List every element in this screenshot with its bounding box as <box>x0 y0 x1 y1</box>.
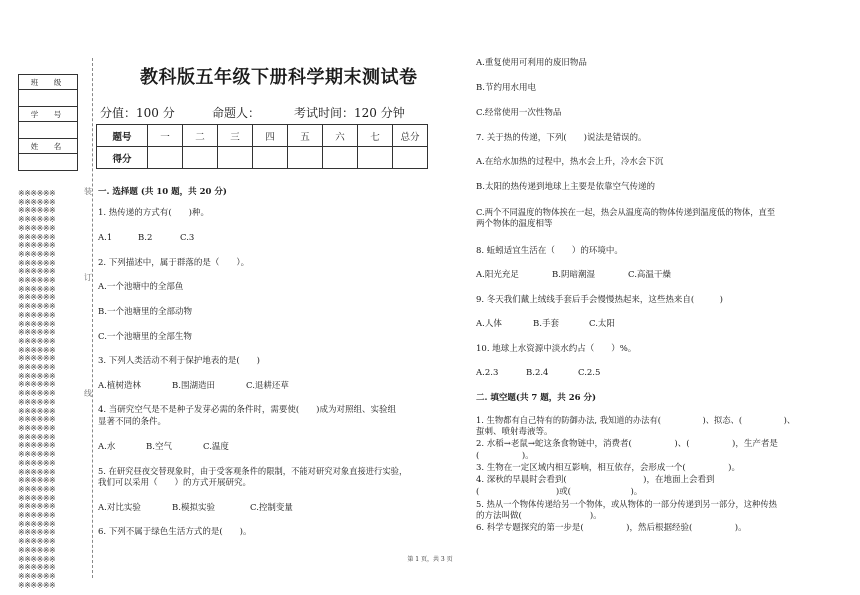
option[interactable]: A.对比实验 <box>98 503 141 513</box>
binding-hatch-pattern: ※※※※※※ ※※※※※※ ※※※※※※ ※※※※※※ ※※※※※※ ※※※※※※ ※※※※※※ ※※※※※※ ※※※※※※ ※※※※※※ ※※※※※※ ※※※※※※ ※※※※※※ ※※※※※※ ※※※※※※ ※※※※※※ ※※※※※※ ※※※※※※ ※※※※※※ ※※※※※※ ※※※※※※ ※※※※※※ ※※※※※※ ※※※※※※ ※※※※※※ ※※※※※※ ※※※※※※ ※※※※※※ ※※※※※※ ※※※※※※ ※※※※※※ ※※※※※※ ※※※※※※ ※※※※※※ ※※※※※※ ※※※※※※ ※※※※※※ ※※※※※※ ※※※※※※ ※※※※※※ ※※※※※※ ※※※※※※ ※※※※※※ ※※※※※※ ※※※※※※ ※※※※※※ <box>18 189 56 590</box>
score-cell[interactable] <box>358 147 393 169</box>
binding-dashed-line <box>92 58 93 578</box>
student-id-label: 学 号 <box>19 107 78 122</box>
student-id-field[interactable] <box>19 122 78 139</box>
fill-3: 3. 生物在一定区域内相互影响，相互依存，会形成一个( )。 <box>476 463 740 473</box>
score-table <box>96 124 428 169</box>
question-1-options <box>98 232 438 244</box>
score-cell[interactable] <box>288 147 323 169</box>
question-8: 8. 蚯蚓适宜生活在（ ）的环境中。 <box>476 246 623 256</box>
name-field[interactable] <box>19 154 78 171</box>
question-6-option-b[interactable]: B.节约用水用电 <box>476 83 536 93</box>
question-6: 6. 下列不属于绿色生活方式的是( )。 <box>98 527 252 537</box>
score-table-header: 总分 <box>393 125 428 147</box>
option[interactable]: C.温度 <box>203 442 229 452</box>
question-7-option-c-line-2[interactable]: 两个物体的温度相等 <box>476 219 553 229</box>
option[interactable]: C.2.5 <box>578 368 601 378</box>
question-8-options <box>476 269 821 281</box>
question-10: 10. 地球上水资源中淡水约占（ ）%。 <box>476 344 637 354</box>
author-label: 命题人： <box>212 106 261 120</box>
score-row-label: 得分 <box>97 147 148 169</box>
section-1-heading: 一. 选择题 (共 10 题，共 20 分) <box>98 187 227 197</box>
question-6-option-c[interactable]: C.经常使用一次性物品 <box>476 108 562 118</box>
question-3-options <box>98 380 438 392</box>
option[interactable]: A.人体 <box>476 319 502 329</box>
binding-char-ding: 订 <box>84 273 92 282</box>
score-cell[interactable] <box>218 147 253 169</box>
page-number: 第 1 页，共 3 页 <box>407 556 453 563</box>
option[interactable]: C.太阳 <box>589 319 615 329</box>
option[interactable]: C.退耕还草 <box>246 381 289 391</box>
option[interactable]: C.高温干燥 <box>628 270 671 280</box>
name-label: 姓 名 <box>19 139 78 154</box>
question-5-line-1: 5. 在研究昼夜交替现象时，由于受客观条件的限制，不能对研究对象直接进行实验， <box>98 466 408 476</box>
question-7-option-c-line-1[interactable]: C.两个不同温度的物体挨在一起，热会从温度高的物体传递到温度低的物体，直至 <box>476 207 776 217</box>
question-2-option-c[interactable]: C.一个池塘里的全部生物 <box>98 332 192 342</box>
option[interactable]: C.3 <box>180 233 195 243</box>
option[interactable]: B.模拟实验 <box>172 503 215 513</box>
fill-4-line-1: 4. 深秋的早晨时会看到( )，在地面上会看到 <box>476 475 715 485</box>
option[interactable]: C.控制变量 <box>250 503 293 513</box>
question-5-options <box>98 502 438 514</box>
score-total: 分值：100 分 <box>100 106 175 120</box>
question-2: 2. 下列描述中，属于群落的是（ ）。 <box>98 258 250 268</box>
question-10-options <box>476 367 821 379</box>
question-4-options <box>98 441 438 453</box>
question-7-option-b[interactable]: B.太阳的热传递到地球上主要是依靠空气传递的 <box>476 182 655 192</box>
score-table-header: 六 <box>323 125 358 147</box>
fill-2-line-2: ( )。 <box>476 451 534 461</box>
fill-6: 6. 科学专题探究的第一步是( )，然后根据经验( )。 <box>476 523 747 533</box>
fill-4-line-2: ( )或( )。 <box>476 487 643 497</box>
student-info-table <box>18 74 78 171</box>
score-table-header: 四 <box>253 125 288 147</box>
fill-5-line-2: 的方法叫做( )。 <box>476 511 602 521</box>
question-4-line-2: 显著不同的条件。 <box>98 417 167 427</box>
question-9-options <box>476 318 821 330</box>
exam-title: 教科版五年级下册科学期末测试卷 <box>140 67 418 88</box>
binding-char-xian: 线 <box>84 389 92 398</box>
score-table-header: 三 <box>218 125 253 147</box>
fill-1-line-2: 蜇刺、喷射毒液等。 <box>476 427 553 437</box>
option[interactable]: A.阳光充足 <box>476 270 519 280</box>
score-table-header: 一 <box>148 125 183 147</box>
question-4-line-1: 4. 当研究空气是不是种子发芽必需的条件时，需要使( )成为对照组、实验组 <box>98 405 396 415</box>
fill-2-line-1: 2. 水稻→老鼠→蛇这条食物链中，消费者( )、( )，生产者是 <box>476 439 778 449</box>
option[interactable]: A.植树造林 <box>98 381 141 391</box>
score-cell[interactable] <box>148 147 183 169</box>
option[interactable]: A.水 <box>98 442 116 452</box>
exam-time: 考试时间：120 分钟 <box>294 106 405 120</box>
option[interactable]: B.阴暗潮湿 <box>552 270 595 280</box>
option[interactable]: B.手套 <box>533 319 559 329</box>
option[interactable]: B.2.4 <box>526 368 549 378</box>
question-6-option-a[interactable]: A.重复使用可利用的废旧物品 <box>476 58 587 68</box>
option[interactable]: B.2 <box>138 233 153 243</box>
question-7: 7. 关于热的传递，下列( )说法是错误的。 <box>476 133 647 143</box>
score-cell[interactable] <box>393 147 428 169</box>
question-2-option-a[interactable]: A.一个池塘中的全部鱼 <box>98 282 184 292</box>
question-3: 3. 下列人类活动不利于保护地表的是( ) <box>98 356 260 366</box>
section-2-heading: 二. 填空题(共 7 题，共 26 分) <box>476 393 597 403</box>
score-cell[interactable] <box>253 147 288 169</box>
option[interactable]: A.2.3 <box>476 368 499 378</box>
question-2-option-b[interactable]: B.一个池塘里的全部动物 <box>98 307 192 317</box>
class-field[interactable] <box>19 90 78 107</box>
score-table-header: 五 <box>288 125 323 147</box>
option[interactable]: A.1 <box>98 233 113 243</box>
question-9: 9. 冬天我们戴上绒线手套后手会慢慢热起来，这些热来自( ) <box>476 295 723 305</box>
score-table-header: 二 <box>183 125 218 147</box>
question-7-option-a[interactable]: A.在给水加热的过程中，热水会上升，冷水会下沉 <box>476 157 664 167</box>
option[interactable]: B.围湖造田 <box>172 381 215 391</box>
binding-char-zhuang: 装 <box>84 187 92 196</box>
question-5-line-2: 我们可以采用（ ）的方式开展研究。 <box>98 478 252 488</box>
score-cell[interactable] <box>183 147 218 169</box>
fill-1-line-1: 1. 生物都有自己特有的防御办法, 我知道的办法有( )、拟态、( )、 <box>476 415 796 425</box>
class-label: 班 级 <box>19 75 78 90</box>
score-table-header: 题号 <box>97 125 148 147</box>
score-table-header: 七 <box>358 125 393 147</box>
question-1: 1. 热传递的方式有( )种。 <box>98 208 209 218</box>
option[interactable]: B.空气 <box>146 442 172 452</box>
fill-5-line-1: 5. 热从一个物体传递给另一个物体，或从物体的一部分传递到另一部分，这种传热 <box>476 499 777 509</box>
score-cell[interactable] <box>323 147 358 169</box>
